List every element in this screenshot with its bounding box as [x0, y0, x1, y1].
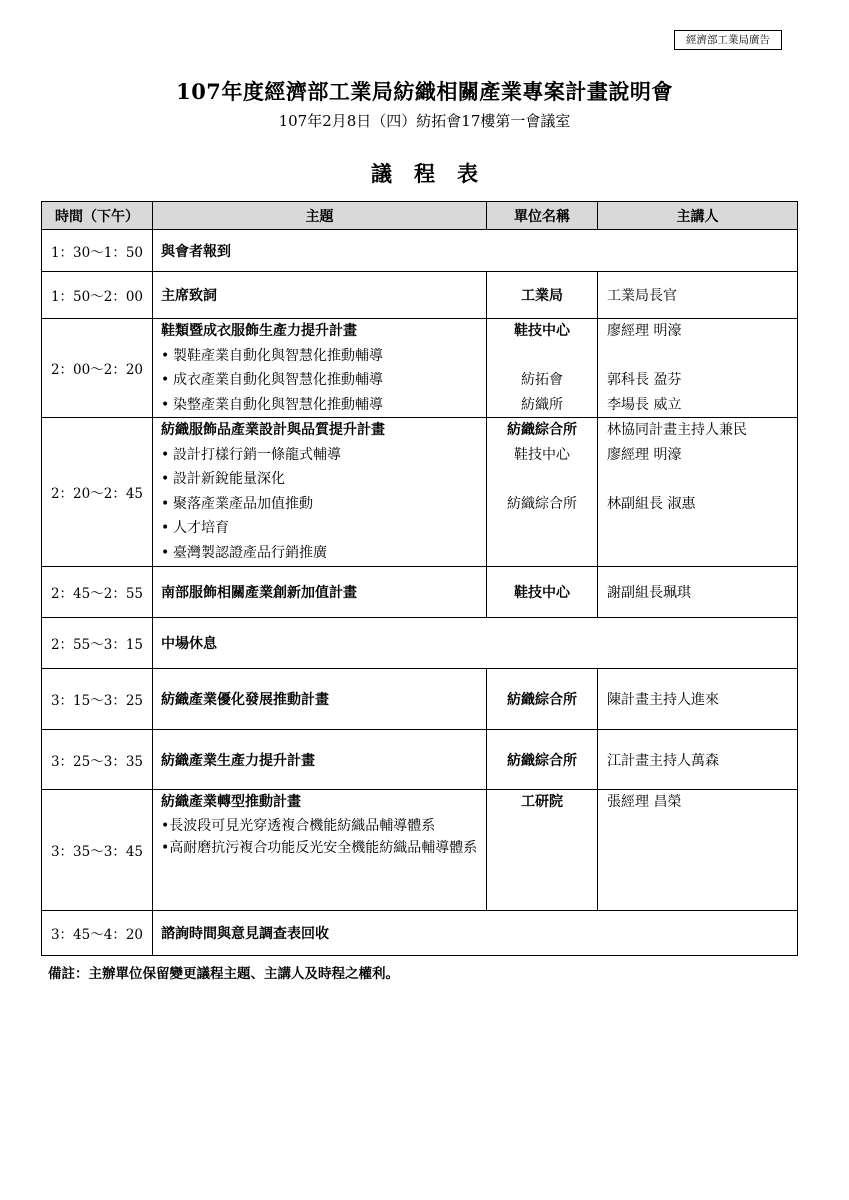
row-unit: [489, 467, 595, 492]
row-speaker: 廖經理 明濠: [607, 323, 682, 339]
row-unit: [489, 344, 595, 369]
table-row: [42, 790, 798, 911]
row-speaker: [607, 344, 789, 369]
agenda-header-row: [42, 202, 798, 230]
row-speaker: 工業局長官: [598, 272, 798, 319]
row-speaker-cell: [598, 790, 798, 911]
row-unit-cell: [487, 319, 598, 418]
row-unit: 紡織所: [521, 396, 563, 413]
header-topic: 主題: [153, 202, 487, 230]
table-row: [42, 230, 798, 272]
row-speaker: [607, 467, 789, 492]
row-speaker: 陳計畫主持人進來: [598, 669, 798, 730]
list-item: • 聚落產業產品加值推動: [161, 495, 313, 512]
row-topic: 紡織服飾品產業設計與品質提升計畫: [161, 422, 385, 438]
list-item: •長波段可見光穿透複合機能紡織品輔導體系: [161, 817, 436, 834]
row-speaker: 林副組長 淑惠: [607, 495, 696, 512]
row-time: 2：55～3：15: [42, 618, 153, 669]
list-item: • 設計新銳能量深化: [161, 471, 285, 487]
row-time: 3：15～3：25: [42, 669, 153, 730]
row-speaker: 張經理 昌榮: [607, 794, 682, 810]
row-unit: 工研院: [521, 794, 563, 810]
row-speaker: 李場長 威立: [607, 396, 682, 413]
list-item: •高耐磨抗污複合功能反光安全機能紡織品輔導體系: [161, 839, 478, 856]
agenda-heading: 議程表: [371, 161, 500, 186]
table-row: [42, 618, 798, 669]
row-topic: 紡織產業優化發展推動計畫: [153, 669, 487, 730]
row-topic: 與會者報到: [153, 230, 798, 272]
agenda-table: [41, 201, 798, 956]
table-row: [42, 730, 798, 790]
row-time: 3：25～3：35: [42, 730, 153, 790]
row-unit: 紡織綜合所: [487, 730, 598, 790]
event-date-location: 107年2月8日（四）紡拓會17樓第一會議室: [278, 112, 571, 130]
row-topic: 諮詢時間與意見調查表回收: [153, 911, 798, 956]
row-time: 3：45～4：20: [42, 911, 153, 956]
row-speaker-cell: [598, 319, 798, 418]
row-unit: 紡拓會: [521, 372, 563, 388]
row-unit: 鞋技中心: [514, 446, 570, 463]
list-item: • 設計打樣行銷一條龍式輔導: [161, 446, 341, 463]
row-speaker: 謝副組長珮琪: [598, 567, 798, 618]
table-row: [42, 669, 798, 730]
row-topic: 南部服飾相關產業創新加值計畫: [153, 567, 487, 618]
advertisement-tag: 經濟部工業局廣告: [674, 30, 782, 50]
row-topic: 鞋類暨成衣服飾生產力提升計畫: [161, 323, 357, 339]
row-unit: 紡織綜合所: [507, 422, 577, 438]
list-item: • 製鞋產業自動化與智慧化推動輔導: [161, 347, 383, 364]
row-speaker: 廖經理 明濠: [607, 446, 682, 463]
document-title: 107年度經濟部工業局紡織相關產業專案計畫說明會: [176, 79, 673, 104]
list-item: • 人才培育: [161, 520, 229, 536]
row-time: 1：30～1：50: [42, 230, 153, 272]
row-topic-cell: [153, 319, 487, 418]
table-row: [42, 319, 798, 418]
row-unit: 工業局: [487, 272, 598, 319]
row-speaker: 林協同計畫主持人兼民: [607, 422, 747, 438]
row-time: 2：45～2：55: [42, 567, 153, 618]
list-item: • 成衣產業自動化與智慧化推動輔導: [161, 372, 383, 388]
header-unit: 單位名稱: [487, 202, 598, 230]
list-item: • 染整產業自動化與智慧化推動輔導: [161, 396, 383, 413]
row-unit: 鞋技中心: [514, 323, 570, 339]
row-time: 2：20～2：45: [42, 418, 153, 567]
row-topic: 紡織產業轉型推動計畫: [161, 794, 301, 810]
row-time: 2：00～2：20: [42, 319, 153, 418]
table-row: [42, 911, 798, 956]
table-row: [42, 272, 798, 319]
row-unit-cell: [487, 418, 598, 567]
row-topic: 中場休息: [153, 618, 798, 669]
row-topic: 主席致詞: [153, 272, 487, 319]
row-topic: 紡織產業生產力提升計畫: [153, 730, 487, 790]
list-item: • 臺灣製認證產品行銷推廣: [161, 544, 327, 561]
row-time: 3：35～3：45: [42, 790, 153, 911]
table-row: [42, 567, 798, 618]
row-unit-cell: [487, 790, 598, 911]
row-speaker-cell: [598, 418, 798, 567]
row-unit: 鞋技中心: [487, 567, 598, 618]
row-speaker: 郭科長 盈芬: [607, 372, 682, 388]
row-topic-cell: [153, 418, 487, 567]
row-unit: 紡織綜合所: [507, 495, 577, 512]
header-time: 時間（下午）: [42, 202, 153, 230]
row-topic-cell: [153, 790, 487, 911]
row-speaker: 江計畫主持人萬森: [598, 730, 798, 790]
footnote: 備註：主辦單位保留變更議程主題、主講人及時程之權利。: [48, 966, 399, 982]
row-time: 1：50～2：00: [42, 272, 153, 319]
row-unit: 紡織綜合所: [487, 669, 598, 730]
table-row: [42, 418, 798, 567]
header-speaker: 主講人: [598, 202, 798, 230]
